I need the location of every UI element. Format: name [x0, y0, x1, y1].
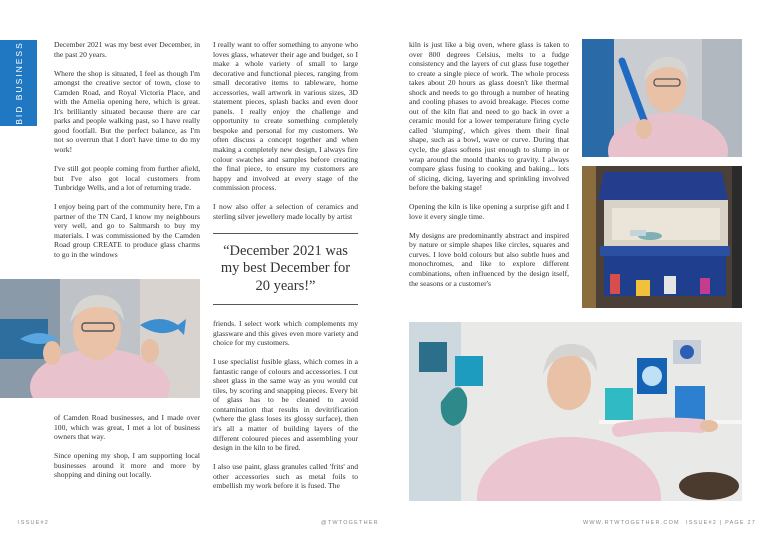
pull-quote-text: “December 2021 was my best December for 20 years!” — [220, 242, 351, 294]
paragraph: I enjoy being part of the community here, I'm a partner of the TN Card, I know my neighbours very well, and go to Saltmarsh to buy my materials. I was commissioned by the Camden Road group CREATE to produce glass charms to go in the windows — [54, 202, 200, 259]
section-tab-label: BID BUSINESS — [13, 41, 24, 125]
photo-woman-glass-fish — [0, 279, 200, 398]
paragraph: kiln is just like a big oven, where glass is taken to over 800 degrees Celsius, melts to a fudge consistency and the layers of cut glass fuse together to create a single piece of work. The whole process takes about 20 hours as glass doesn't like thermal shock and needs to go through a number of heating and cooling phases to avoid breakage. Pieces come out of the kiln flat and need to go back in over a ceramic mould for a lower temperature firing cycle called 'slumping', which gives them their final shape, such as a bowl, wave or curve. During that cycle, the glass softens just enough to slump in or wrap around the mould thanks to gravity. I always compare glass fusing to cooking and baking... lots of slicing, dicing, layering and sprinkling involved before the baking stage! — [409, 40, 569, 193]
paragraph: I also use paint, glass granules called 'frits' and other accessories such as metal foils to embellish my work before it is fused. The — [213, 462, 358, 491]
article-column-3 — [409, 40, 569, 298]
article-column-1 — [54, 40, 200, 269]
paragraph: I now also offer a selection of ceramics and sterling silver jewellery made locally by artist — [213, 202, 358, 221]
photo-woman-with-glass-artworks — [409, 322, 742, 501]
pull-quote — [213, 233, 358, 305]
footer-social-handle: @TWTOGETHER — [321, 520, 379, 526]
section-tab — [0, 40, 37, 126]
paragraph: of Camden Road businesses, and I made over 100, which was great, I met a lot of business owners that way. — [54, 413, 200, 442]
paragraph: I really want to offer something to anyone who loves glass, whatever their age and budget, so I make a whole variety of small to large decorative and functional pieces, ranging from small decorative items to tableware, home accessories, wall artwork in various sizes, 3D statement pieces, splash backs and even door panels. I really enjoy the challenge and opportunity to create something completely bespoke and personal for my customers. We often discuss a concept together and when making a completely new design, I always fire colour swatches and samples before creating the final piece, to ensure my customers are happy and involved at every stage of the commission process. — [213, 40, 358, 193]
paragraph: friends. I select work which complements my glassware and this gives even more variety and choice for my customers. — [213, 319, 358, 348]
paragraph: Opening the kiln is like opening a surprise gift and I love it every single time. — [409, 202, 569, 221]
paragraph: December 2021 was my best ever December, in the past 20 years. — [54, 40, 200, 59]
footer-website: WWW.RTWTOGETHER.COM — [583, 520, 680, 526]
paragraph: Since opening my shop, I am supporting local businesses around it more and more by shopping and dining out locally. — [54, 451, 200, 480]
paragraph: I've still got people coming from further afield, but I've also got local customers from Tunbridge Wells, and a lot of returning trade. — [54, 164, 200, 193]
paragraph: Where the shop is situated, I feel as though I'm amongst the creative sector of town, close to Camden Road, and Royal Victoria Place, and with the Amelia opening here, which is great. It's brilliantly situated because there are car parks and people walking past, so I have really good footfall. But the perfect balance, as I'm not so overrun that I don't have time to do my work! — [54, 68, 200, 154]
footer-page-number: ISSUE#2 | PAGE 27 — [686, 520, 757, 526]
footer-issue-left: ISSUE#2 — [18, 520, 50, 526]
photo-woman-glass-rod — [582, 39, 742, 157]
paragraph: My designs are predominantly abstract and inspired by nature or simple shapes like circles, squares and curves. I love bold colours but also subtle hues and monochromes, and like to explore different combinations, often influenced by the design itself, the seasons or a customer's — [409, 230, 569, 288]
article-column-1-continued — [54, 413, 200, 489]
photo-glass-kiln — [582, 166, 742, 308]
paragraph: I use specialist fusible glass, which comes in a fantastic range of colours and accessories. I cut sheet glass in the same way as you would cut tiles, by scoring and snapping pieces. Every bit of glass has to be cleaned to avoid contamination that results in devitrification (where the glass loses its glossy surface), then it's all a matter of building layers of the different coloured pieces and assembling your design in the kiln to be fired. — [213, 357, 358, 453]
article-column-2-continued — [213, 319, 358, 500]
article-column-2 — [213, 40, 358, 231]
